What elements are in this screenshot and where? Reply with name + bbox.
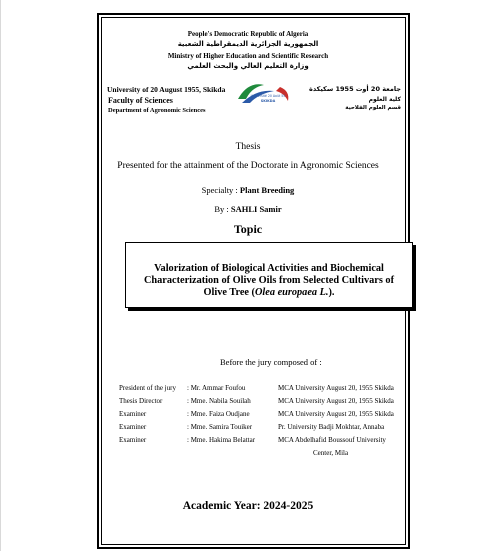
specialty-line — [0, 185, 496, 195]
department-name: Department of Agronomic Sciences — [108, 107, 206, 114]
jury-role-1: President of the jury — [119, 384, 176, 392]
republic-text: People's Democratic Republic of Algeria — [187, 30, 309, 38]
title-line-2: Characterization of Olive Oils from Selected Cultivars of — [143, 275, 395, 286]
ministry-text: Ministry of Higher Education and Scientific Research — [167, 52, 329, 60]
specialty-value: Plant Breeding — [239, 185, 295, 195]
title-species: Olea europaea L. — [254, 287, 329, 298]
jury-role-2: Thesis Director — [119, 397, 163, 405]
jury-name-5: : Mme. Hakima Belattar — [187, 436, 256, 444]
jury-intro: Before the jury composed of : — [220, 357, 322, 367]
title-line-3 — [125, 287, 413, 298]
thesis-label: Thesis — [235, 142, 261, 152]
academic-year: Academic Year: 2024-2025 — [182, 500, 314, 512]
faculty-name-ar: كلية العلوم — [368, 96, 401, 103]
jury-affiliation-4: Pr. University Badji Mokhtar, Annaba — [278, 423, 385, 431]
faculty-name: Faculty of Sciences — [108, 96, 173, 105]
logo-text-1: Université 20 Août 55 — [250, 94, 286, 98]
jury-name-2: : Mme. Nabila Souilah — [187, 397, 251, 405]
university-name: University of 20 August 1955, Skikda — [107, 85, 226, 94]
jury-name-3: : Mme. Faiza Oudjane — [187, 410, 250, 418]
jury-role-4: Examiner — [119, 423, 147, 431]
jury-affiliation-5-cont: Center, Mila — [313, 449, 349, 457]
jury-affiliation-5: MCA Abdelhafid Boussouf University — [278, 436, 386, 444]
page-edge-line — [0, 0, 1, 551]
jury-affiliation-3: MCA University August 20, 1955 Skikda — [278, 410, 394, 418]
university-logo-icon — [234, 79, 294, 107]
ministry-text-ar: وزارة التعليم العالي والبحث العلمي — [187, 62, 309, 70]
title-line-3-a: Olive Tree ( — [203, 287, 255, 298]
jury-affiliation-1: MCA University August 20, 1955 Skikda — [278, 384, 394, 392]
by-label: By : — [214, 204, 231, 214]
title-line-3-b: ). — [328, 287, 335, 298]
specialty-label: Specialty : — [201, 185, 240, 195]
jury-role-3: Examiner — [119, 410, 147, 418]
author-line — [0, 204, 496, 214]
republic-text-ar: الجمهورية الجزائرية الديمقراطية الشعبية — [177, 40, 319, 48]
author-name: SAHLI Samir — [230, 204, 282, 214]
university-name-ar: جامعة 20 أوت 1955 سكيكدة — [309, 85, 401, 93]
jury-affiliation-2: MCA University August 20, 1955 Skikda — [278, 397, 394, 405]
jury-name-4: : Mme. Samira Touiker — [187, 423, 253, 431]
presented-text: Presented for the attainment of the Doctorate in Agronomic Sciences — [117, 161, 379, 171]
topic-label: Topic — [233, 222, 263, 236]
jury-name-1: : Mr. Ammar Foufou — [187, 384, 246, 392]
logo-text-2: SKIKDA — [260, 99, 276, 103]
title-line-1: Valorization of Biological Activities and Biochemical — [154, 263, 384, 274]
department-name-ar: قسم العلوم الفلاحية — [345, 105, 401, 111]
jury-role-5: Examiner — [119, 436, 147, 444]
